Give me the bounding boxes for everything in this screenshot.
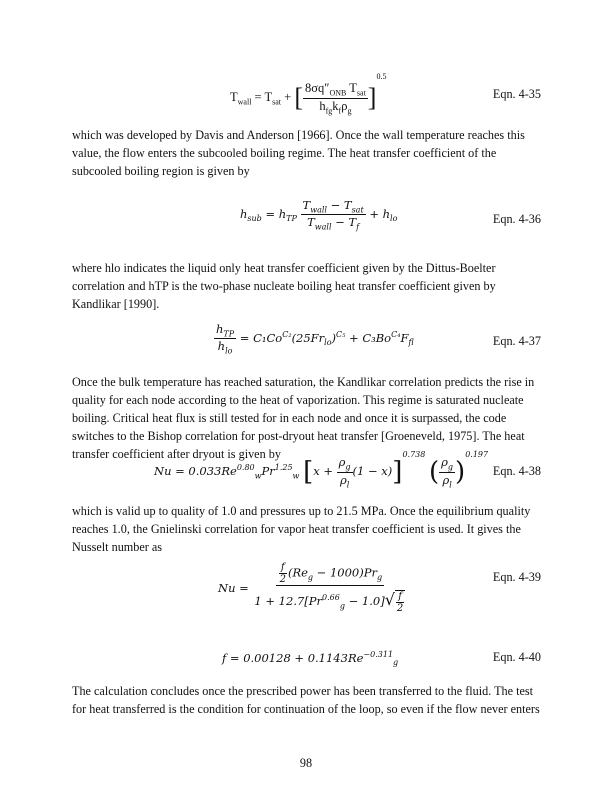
equation-4-38: $Nu = 0.033Re^{0.80}_wPr^{1.25}_w$ [x + $\frac{\rho_g}{\rho_l}$ (1 − x)]$^{0.738}$ ( $\frac{\rho_g}{\rho_l}$ )$^{0.197}$ Eqn. 4-38: [154, 450, 541, 489]
equation-4-36: $h_{sub} = h_{TP}$ $\frac{T_{wall} - T_{sat}}{T_{wall} - T_f}$ + $h_{lo}$ Eqn. 4-36: [240, 198, 541, 232]
equation-number: Eqn. 4-40: [492, 650, 541, 664]
paragraph: The calculation concludes once the prescribed power has been transferred to the fluid. The test for heat transferred is the condition for continuation of the loop, so even if the flow never enters: [72, 684, 540, 716]
equation-number: Eqn. 4-35: [492, 87, 541, 101]
page-number: 98: [299, 756, 313, 770]
paragraph: which was developed by Davis and Anderson [1966]. Once the wall temperature reaches this value, the flow enters the subcooled boiling regime. The heat transfer coefficient of the subcooled boiling region is given by: [72, 128, 525, 178]
equation-4-37: $\frac{h_{TP}}{h_{lo}}$ = $C_1Co^{C_2}(25Fr_{lo})^{C_5} + C_3Bo^{C_4}F_{fl}$ Eqn. 4-37: [216, 322, 541, 356]
paragraph: which is valid up to quality of 1.0 and pressures up to 21.5 MPa. Once the equilibrium quality reaches 1.0, the Gnielinski correlation for vapor heat transfer coefficient is used. It gives the Nusselt number as: [72, 504, 531, 554]
equation-number: Eqn. 4-36: [492, 212, 541, 226]
equation-4-35: $T_{wall} = T_{sat}$ + [ $\frac{8\sigma q''_{ONB} T_{sat}}{h_{fg}k_f\rho_g}$ ]$^{0.5}$ Eqn. 4-35: [230, 72, 541, 116]
equation-number: Eqn. 4-37: [492, 334, 541, 348]
equation-4-40: $f = 0.00128 + 0.1143Re^{-0.311}_g$ Eqn. 4-40: [222, 650, 541, 668]
equation-number: Eqn. 4-38: [492, 464, 541, 478]
equation-4-39: Nu = $\frac{f}{2}$ $(Re_g - 1000)Pr_g$ $1 + 12.7[Pr^{0.66}_g - 1.0]√$ $\frac{f}{2}$ Eqn. 4-39: [218, 562, 541, 614]
paragraph: Once the bulk temperature has reached saturation, the Kandlikar correlation predicts the rise in quality for each node according to the heat of vaporization. This regime is saturated nucleate boiling. Critical heat flux is still tested for in each node and once it is surpassed, the code switches to the Bishop correlation for post-dryout heat transfer [Groeneveld, 1975]. The heat transfer coefficient after dryout is given by: [72, 375, 535, 461]
paragraph: where hlo indicates the liquid only heat transfer coefficient given by the Dittus-Boelter correlation and hTP is the two-phase nucleate boiling heat transfer coefficient given by Kandlikar [1990].: [72, 261, 496, 311]
equation-number: Eqn. 4-39: [492, 570, 541, 584]
